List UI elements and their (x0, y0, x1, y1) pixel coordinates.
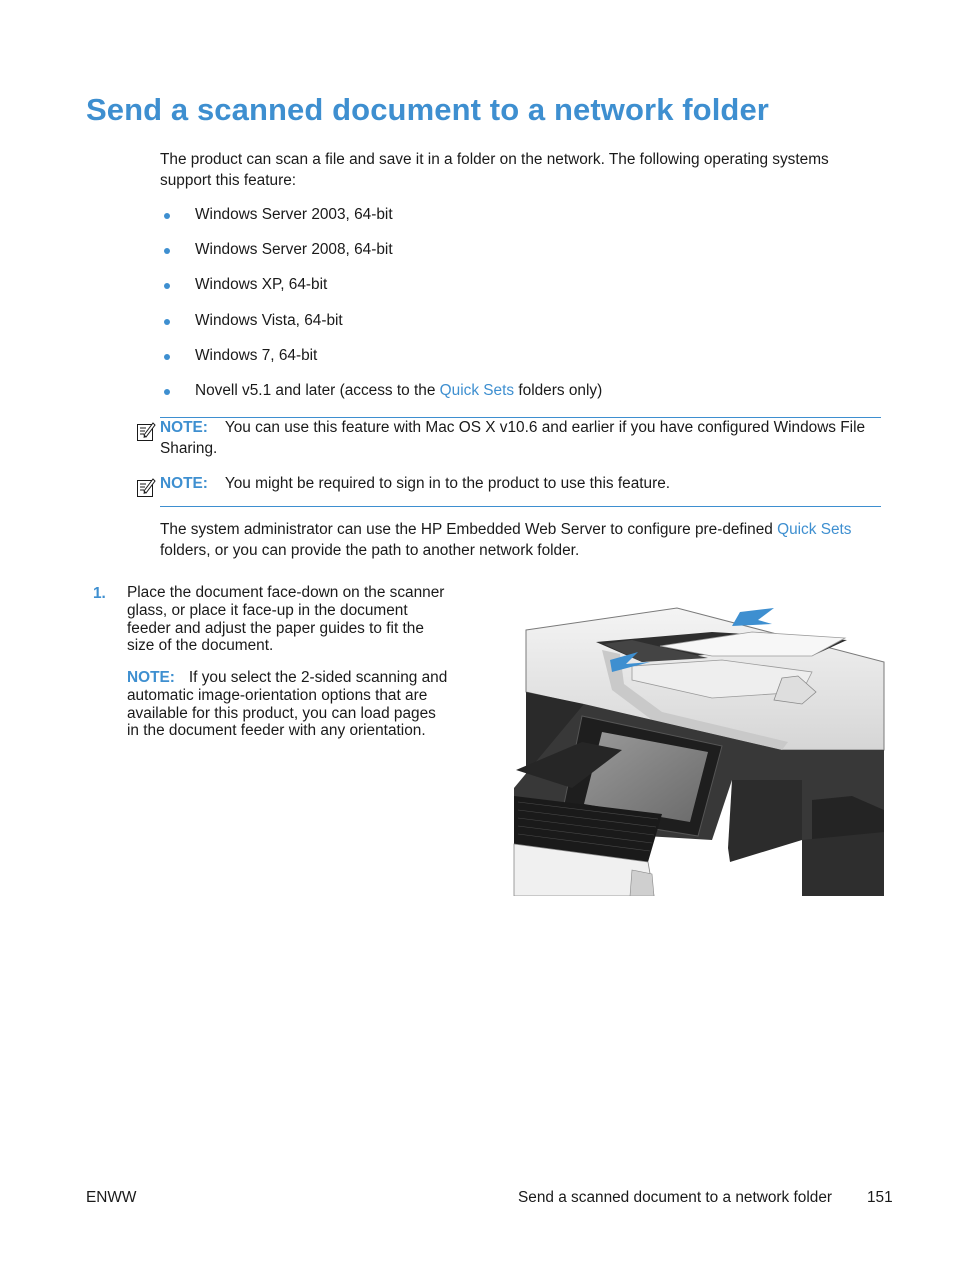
note-label: NOTE: (127, 669, 175, 686)
note-text: If you select the 2-sided scanning and automatic image-orientation options that are available for this product, you can load pages in the document feeder with any orientation. (127, 669, 448, 740)
bullet-icon (164, 248, 170, 254)
step-number: 1. (93, 585, 106, 602)
paragraph-text: folders, or you can provide the path to another network folder. (160, 542, 580, 559)
note-icon (136, 420, 156, 442)
quick-sets-link[interactable]: Quick Sets (439, 382, 515, 399)
paragraph-text: The system administrator can use the HP Embedded Web Server to configure pre-defined (160, 521, 778, 538)
list-item-label: Windows Server 2008, 64-bit (195, 241, 393, 258)
note-text: You can use this feature with Mac OS X v10.6 and earlier if you have configured Windows File Sharing. (160, 419, 866, 457)
list-item-label: Windows 7, 64-bit (195, 347, 318, 364)
page-title: Send a scanned document to a network folder (86, 92, 769, 127)
note-label: NOTE: (160, 475, 208, 492)
list-item-text: Novell v5.1 and later (access to the (195, 382, 440, 399)
list-item-label: Windows Server 2003, 64-bit (195, 206, 393, 223)
printer-illustration (512, 600, 888, 896)
page-number: 151 (867, 1189, 893, 1206)
step-text: Place the document face-down on the scanner glass, or place it face-up in the document feeder and adjust the paper guides to fit the size of the document. (127, 584, 445, 655)
note-2 (160, 473, 870, 494)
note-1 (160, 417, 870, 459)
step-note (127, 669, 449, 740)
quick-sets-link[interactable]: Quick Sets (777, 521, 852, 538)
list-item-label: Windows Vista, 64-bit (195, 312, 343, 329)
bullet-icon (164, 319, 170, 325)
footer-left: ENWW (86, 1189, 137, 1206)
note-divider (160, 506, 881, 507)
footer-section-title: Send a scanned document to a network folder (518, 1189, 832, 1206)
bullet-icon (164, 283, 170, 289)
intro-paragraph: The product can scan a file and save it in a folder on the network. The following operating systems support this feature: (160, 151, 829, 189)
list-item-label: Windows XP, 64-bit (195, 276, 328, 293)
bullet-icon (164, 213, 170, 219)
bullet-icon (164, 354, 170, 360)
list-item-text: folders only) (514, 382, 603, 399)
note-text: You might be required to sign in to the product to use this feature. (224, 475, 671, 492)
note-icon (136, 476, 156, 498)
list-item-label (195, 380, 602, 402)
note-label: NOTE: (160, 419, 208, 436)
admin-paragraph (160, 519, 870, 561)
bullet-icon (164, 389, 170, 395)
